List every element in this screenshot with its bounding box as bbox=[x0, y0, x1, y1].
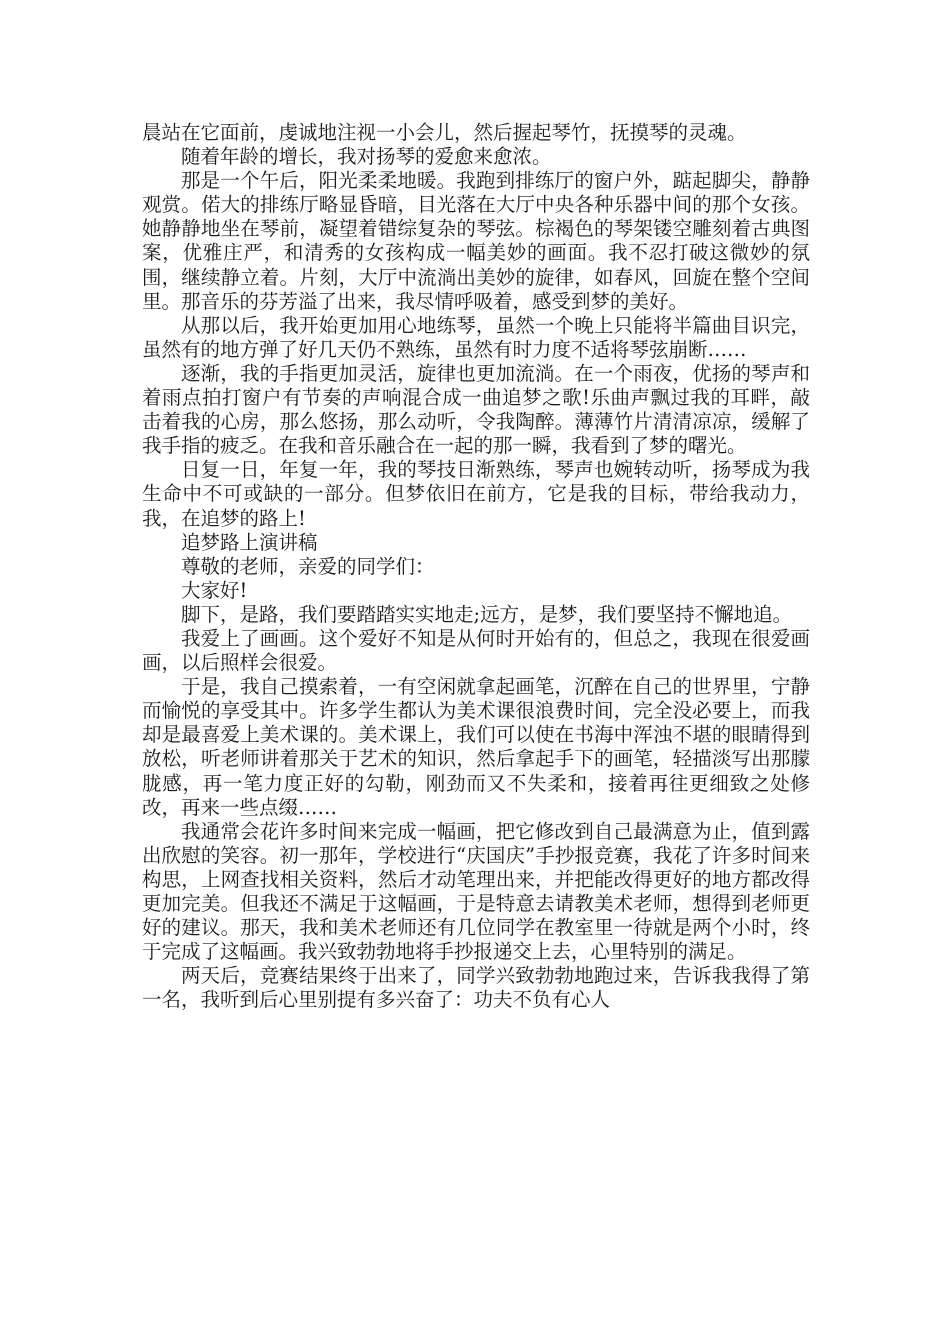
paragraph: 脚下，是路，我们要踏踏实实地走;远方，是梦，我们要坚持不懈地追。 bbox=[181, 602, 793, 626]
paragraph: 两天后，竞赛结果终于出来了，同学兴致勃勃地跑过来，告诉我我得了第一名，我听到后心里别提有多兴奋了：功夫不负有心人 bbox=[142, 964, 810, 1012]
salutation: 尊敬的老师，亲爱的同学们： bbox=[181, 554, 435, 578]
paragraph: 我爱上了画画。这个爱好不知是从何时开始有的，但总之，我现在很爱画画，以后照样会很爱。 bbox=[142, 626, 810, 675]
paragraph: 随着年龄的增长，我对扬琴的爱愈来愈浓。 bbox=[181, 145, 552, 169]
paragraph: 逐渐，我的手指更加灵活，旋律也更加流淌。在一个雨夜，优扬的琴声和着雨点拍打窗户有节奏的声响混合成一曲追梦之歌!乐曲声飘过我的耳畔，敲击着我的心房，那么悠扬，那么动听，令我陶醉。薄薄竹片清清凉凉，缓解了我手指的疲乏。在我和音乐融合在一起的那一瞬，我看到了梦的曙光。 bbox=[142, 361, 810, 458]
paragraph: 从那以后，我开始更加用心地练琴，虽然一个晚上只能将半篇曲目识完，虽然有的地方弹了好几天仍不熟练，虽然有时力度不适将琴弦崩断…… bbox=[142, 313, 810, 361]
paragraph: 日复一日，年复一年，我的琴技日渐熟练，琴声也婉转动听，扬琴成为我生命中不可或缺的一部分。但梦依旧在前方，它是我的目标，带给我动力，我，在追梦的路上! bbox=[142, 458, 810, 530]
speech-title: 追梦路上演讲稿 bbox=[181, 530, 318, 554]
paragraph: 我通常会花许多时间来完成一幅画，把它修改到自己最满意为止，值到露出欣慰的笑容。初一那年，学校进行“庆国庆”手抄报竞赛，我花了许多时间来构思，上网查找相关资料，然后才动笔理出来，并把能改得更好的地方都改得更加完美。但我还不满足于这幅画，于是特意去请教美术老师，想得到老师更好的建议。那天，我和美术老师还有几位同学在教室里一待就是两个小时，终于完成了这幅画。我兴致勃勃地将手抄报递交上去，心里特别的满足。 bbox=[142, 819, 810, 964]
paragraph: 晨站在它面前，虔诚地注视一小会儿，然后握起琴竹，抚摸琴的灵魂。 bbox=[142, 121, 747, 144]
greeting: 大家好! bbox=[181, 578, 248, 602]
paragraph: 那是一个午后，阳光柔柔地暖。我跑到排练厅的窗户外，踮起脚尖，静静观赏。偌大的排练厅略显昏暗，目光落在大厅中央各种乐器中间的那个女孩。她静静地坐在琴前，凝望着错综复杂的琴弦。棕褐色的琴架镂空雕刻着古典图案，优雅庄严，和清秀的女孩构成一幅美妙的画面。我不忍打破这微妙的氛围，继续静立着。片刻，大厅中流淌出美妙的旋律，如春风，回旋在整个空间里。那音乐的芬芳溢了出来，我尽情呼吸着，感受到梦的美好。 bbox=[142, 169, 810, 313]
paragraph: 于是，我自己摸索着，一有空闲就拿起画笔，沉醉在自己的世界里，宁静而愉悦的享受其中。许多学生都认为美术课很浪费时间，完全没必要上，而我却是最喜爱上美术课的。美术课上，我们可以使在书海中浑浊不堪的眼睛得到放松，听老师讲着那关于艺术的知识，然后拿起手下的画笔，轻描淡写出那朦胧感，再一笔力度正好的勾勒，刚劲而又不失柔和，接着再往更细致之处修改，再来一些点缀…… bbox=[142, 675, 810, 819]
document-body bbox=[142, 121, 810, 1012]
